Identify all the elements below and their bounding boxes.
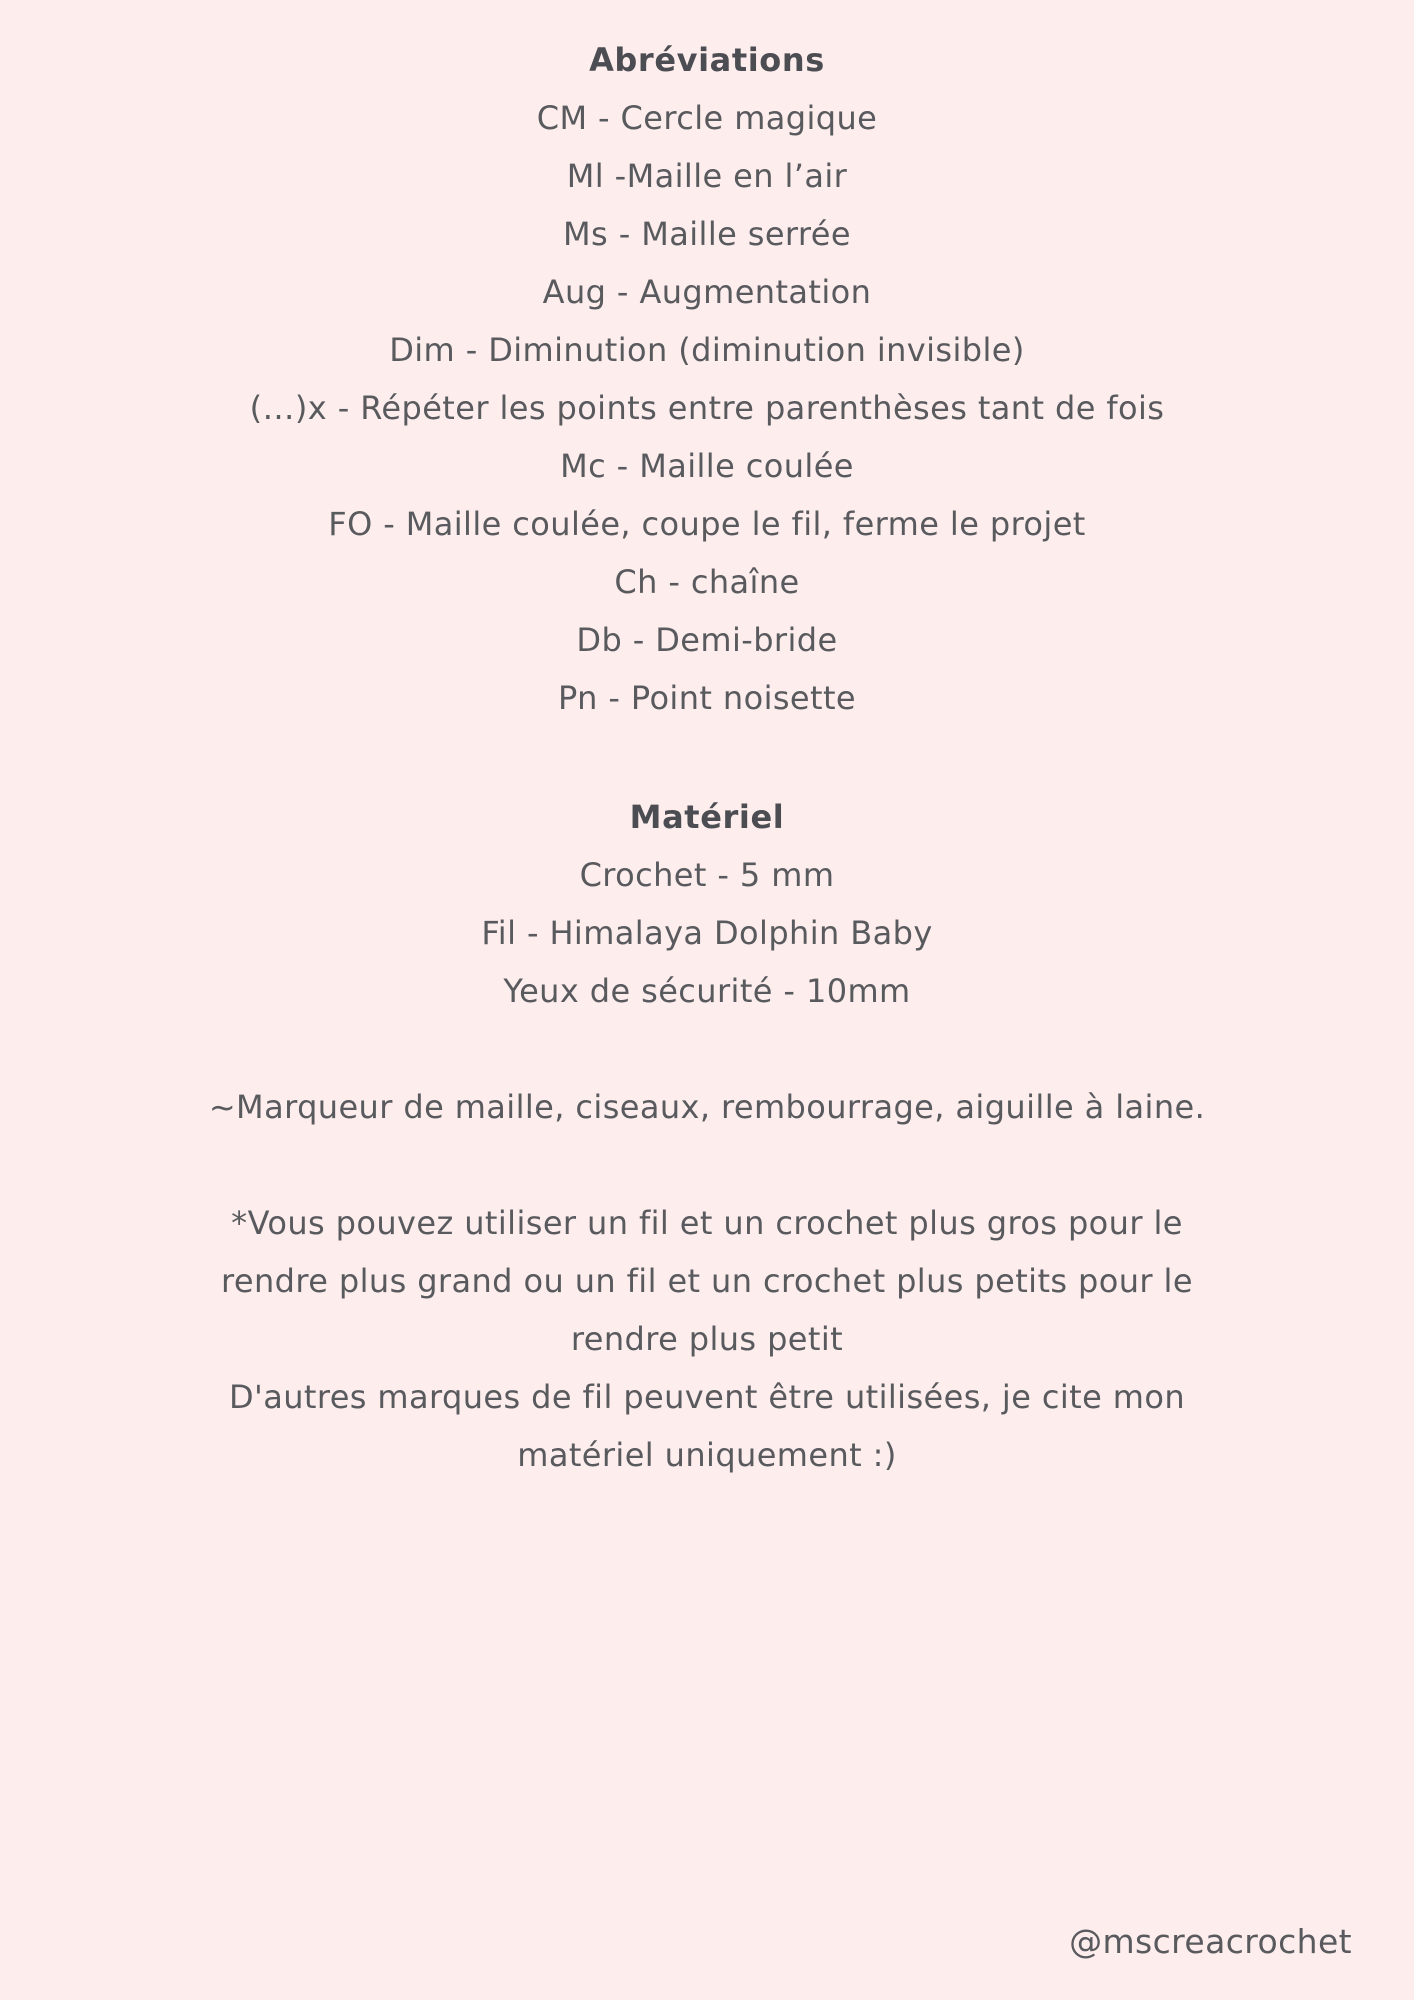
abbreviation-item: CM - Cercle magique <box>536 99 878 137</box>
abbreviation-item: (…)x - Répéter les points entre parenthèses tant de fois <box>249 389 1165 427</box>
section-gap <box>0 727 1414 788</box>
abbreviation-item: FO - Maille coulée, coupe le fil, ferme le projet <box>328 505 1086 543</box>
section-gap <box>0 1020 1414 1078</box>
note-paragraph-line: D'autres marques de fil peuvent être utilisées, je cite mon <box>228 1378 1186 1416</box>
abbreviation-item: Mc - Maille coulée <box>560 447 854 485</box>
note-paragraph-line: matériel uniquement :) <box>517 1436 897 1474</box>
note-paragraph-line: *Vous pouvez utiliser un fil et un crochet plus gros pour le <box>231 1204 1183 1242</box>
note-paragraph-line: rendre plus petit <box>570 1320 844 1358</box>
material-item: Fil - Himalaya Dolphin Baby <box>481 914 933 952</box>
materials-heading: Matériel <box>629 798 785 836</box>
note-paragraph-line: rendre plus grand ou un fil et un crochet plus petits pour le <box>221 1262 1193 1300</box>
abbreviation-item: Pn - Point noisette <box>557 679 857 717</box>
abbreviation-item: Ms - Maille serrée <box>563 215 851 253</box>
material-item: Crochet - 5 mm <box>579 856 835 894</box>
abbreviation-item: Db - Demi-bride <box>576 621 838 659</box>
abbreviation-item: Dim - Diminution (diminution invisible) <box>389 331 1025 369</box>
social-handle: @mscreacrochet <box>1069 1922 1352 1961</box>
section-gap <box>0 1136 1414 1194</box>
abbreviation-item: Ml -Maille en l’air <box>566 157 848 195</box>
tools-note: ~Marqueur de maille, ciseaux, rembourrage, aiguille à laine. <box>208 1088 1206 1126</box>
material-item: Yeux de sécurité - 10mm <box>503 972 911 1010</box>
abbreviations-heading: Abréviations <box>589 41 825 79</box>
abbreviation-item: Aug - Augmentation <box>542 273 872 311</box>
abbreviation-item: Ch - chaîne <box>614 563 800 601</box>
